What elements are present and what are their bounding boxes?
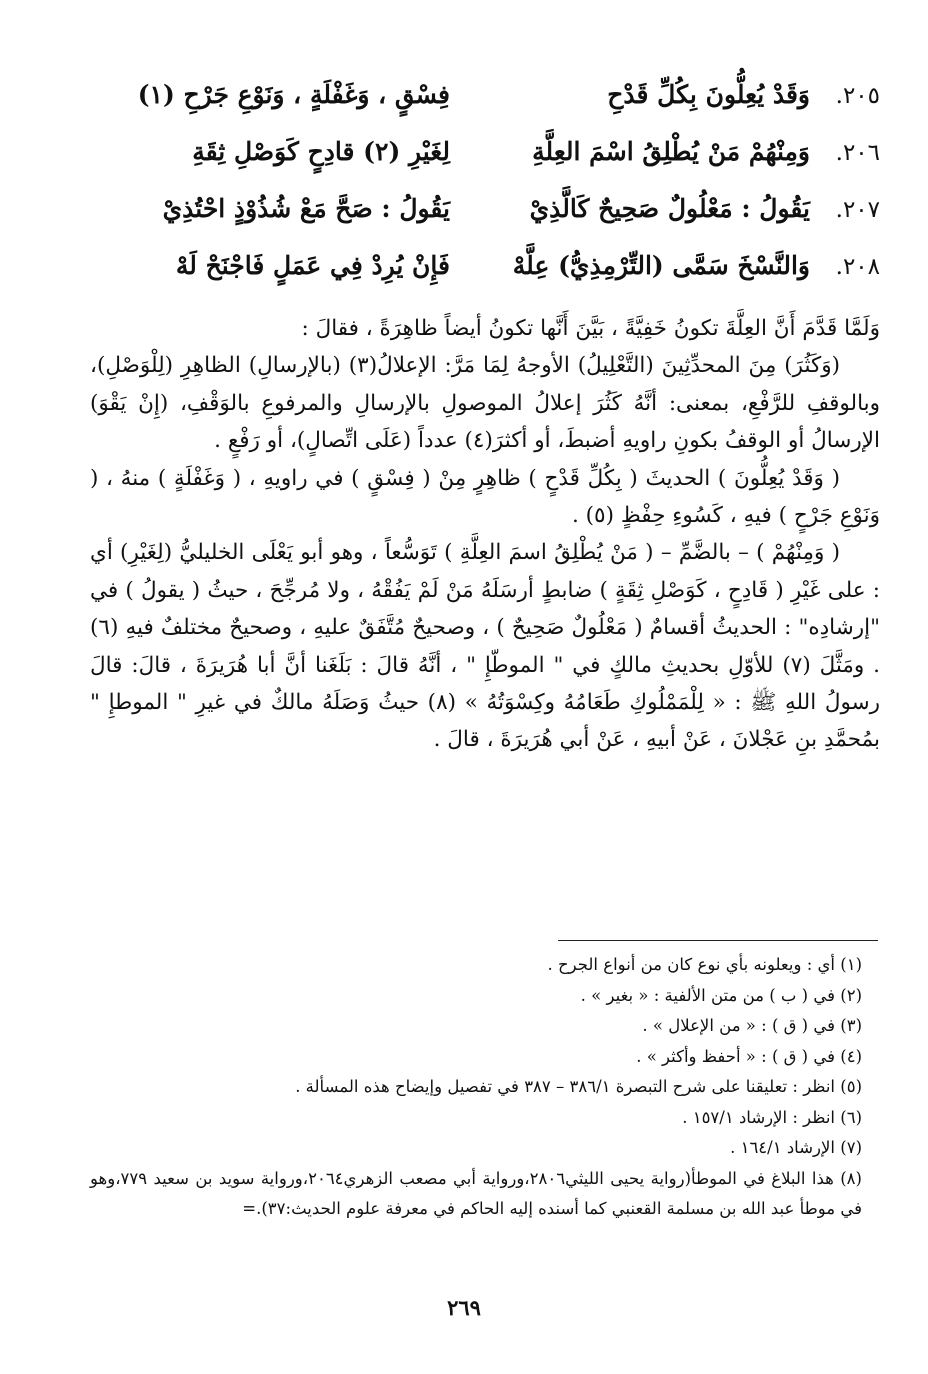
verse-number: ٢٠٧. (835, 197, 880, 223)
verse-second-hemistich: فَإِنْ يُرِدْ فِي عَمَلٍ فَاجْنَحْ لَهْ (175, 251, 450, 280)
verse-208 (90, 251, 880, 308)
verse-second-hemistich: يَقُولُ : صَحَّ مَعْ شُذُوْذٍ احْتُذِيْ (162, 194, 450, 223)
verse-first-hemistich: وَقَدْ يُعِلُّونَ بِكُلِّ قَدْحِ (607, 80, 810, 109)
verse-second-hemistich: فِسْقٍ ، وَغَفْلَةٍ ، وَنَوْعِ جَرْحِ (١) (137, 80, 450, 109)
verse-first-hemistich: يَقُولُ : مَعْلُولٌ صَحِيحٌ كَالَّذِيْ (529, 194, 810, 223)
commentary-intro: وَلَمَّا قَدَّمَ أَنَّ العِلَّةَ تكونُ خَفِيَّةً ، بَيَّنَ أَنَّها تكونُ أيضاً ظاهِرَةً ، فقالَ : (301, 316, 880, 341)
verse-207 (90, 194, 880, 251)
footnote-6: (٦) انظر : الإرشاد ١٥٧/١ . (682, 1107, 862, 1127)
commentary-paragraph: ( وَمِنْهُمْ ) – بالضَّمِّ – ( مَنْ يُطْلِقُ اسمَ العِلَّةِ ) تَوَسُّعاً ، وهو أبو يَعْلَى الخليليُّ (لِغَيْرِ) أي : على غَيْرِ ( قَادِحٍ ، كَوَصْلِ ثِقَةٍ ) ضابطٍ أرسَلَهُ مَنْ لَمْ يَفُقْهُ ، ولا مُرجِّحَ ، حيثُ ( يقولُ ) في "إرشادِه" : الحديثُ أقسامٌ ( مَعْلُولٌ صَحِيحٌ ) ، وصحيحٌ مُتَّفَقٌ عليهِ ، وصحيحٌ مختلفٌ فيهِ (٦) . ومَثَّلَ (٧) للأوّلِ بحديثِ مالكٍ في " الموطّإِ " ، أنَّهُ قالَ : بَلَغَنا أنَّ أبا هُرَيرَةَ ، قالَ: قالَ رسولُ اللهِ ﷺ : « لِلْمَمْلُوكِ طَعَامُهُ وكِسْوَتُهُ » (٨) حيثُ وَصَلَهُ مالكٌ في غيرِ " الموطإِ " بمُحمَّدِ بنِ عَجْلانَ ، عَنْ أبيهِ ، عَنْ أبي هُرَيرَةَ ، قالَ . (90, 540, 880, 753)
footnote-8: (٨) هذا البلاغ في الموطأ(رواية يحيى الليثي٢٨٠٦،ورواية أبي مصعب الزهري٢٠٦٤،ورواية سويد بن سعيد ٧٧٩،وهو في موطأ عبد الله بن مسلمة القعنبي كما أسنده إليه الحاكم في معرفة علوم الحديث:٣٧).= (90, 1168, 862, 1218)
verse-second-hemistich: لِغَيْرِ (٢) قادِحٍ كَوَصْلِ ثِقَةِ (192, 137, 450, 166)
footnotes (90, 950, 862, 1225)
verse-first-hemistich: وَمِنْهُمْ مَنْ يُطْلِقُ اسْمَ العِلَّةِ (532, 137, 810, 166)
verse-number: ٢٠٦. (835, 140, 880, 166)
footnote-3: (٣) في ( ق ) : « من الإعلال » . (642, 1016, 862, 1035)
footnote-4: (٤) في ( ق ) : « أحفظ وأكثر » . (636, 1046, 862, 1066)
footnote-separator (558, 940, 878, 941)
verse-number: ٢٠٥. (835, 83, 880, 109)
verse-206 (90, 137, 880, 194)
verse-number: ٢٠٨. (835, 254, 880, 280)
footnote-5: (٥) انظر : تعليقنا على شرح التبصرة ٣٨٦/١ – ٣٨٧ في تفصيل وإيضاح هذه المسألة . (295, 1077, 862, 1096)
commentary-paragraph: ( وَقَدْ يُعِلُّونَ ) الحديثَ ( بِكُلِّ قَدْحٍ ) ظاهِرٍ مِنْ ( فِسْقٍ ) في راويهِ ، ( وَغَفْلَةٍ ) منهُ ، ( وَنَوْعِ جَرْحٍ ) فيهِ ، كَسُوءِ حِفْظٍ (٥) . (90, 465, 880, 529)
footnote-1: (١) أي : ويعلونه بأي نوع كان من أنواع الجرح . (547, 955, 862, 974)
footnote-7: (٧) الإرشاد ١٦٤/١ . (730, 1138, 862, 1157)
commentary-text (90, 310, 880, 759)
commentary-paragraph: (وَكَثُرَ) مِنَ المحدِّثِينَ (التَّعْلِيلُ) الأوجهُ لِمَا مَرَّ: الإعلالُ(٣) (بالإرسالِ) الظاهِرِ (لِلْوَصْلِ)، وبالوقفِ للرَّفْعِ، بمعنى: أنَّهُ كَثُرَ إعلالُ الموصولِ بالإرسالِ والمرفوعِ بالوَقْفِ، (إِنْ يَقْوَ) الإرسالُ أو الوقفُ بكونِ راويهِ أضبطَ، أو أكثرَ(٤) عدداً (عَلَى اتِّصالٍ)، أو رَفْعٍ . (90, 353, 880, 454)
verse-first-hemistich: وَالنَّسْخَ سَمَّى (التِّرْمِذِيُّ) عِلَّهْ (512, 251, 810, 280)
footnote-2: (٢) في ( ب ) من متن الألفية : « بغير » . (580, 985, 862, 1005)
page-number: ٢٦٩ (447, 1295, 481, 1320)
poem-verses (90, 80, 880, 308)
verse-205 (90, 80, 880, 137)
